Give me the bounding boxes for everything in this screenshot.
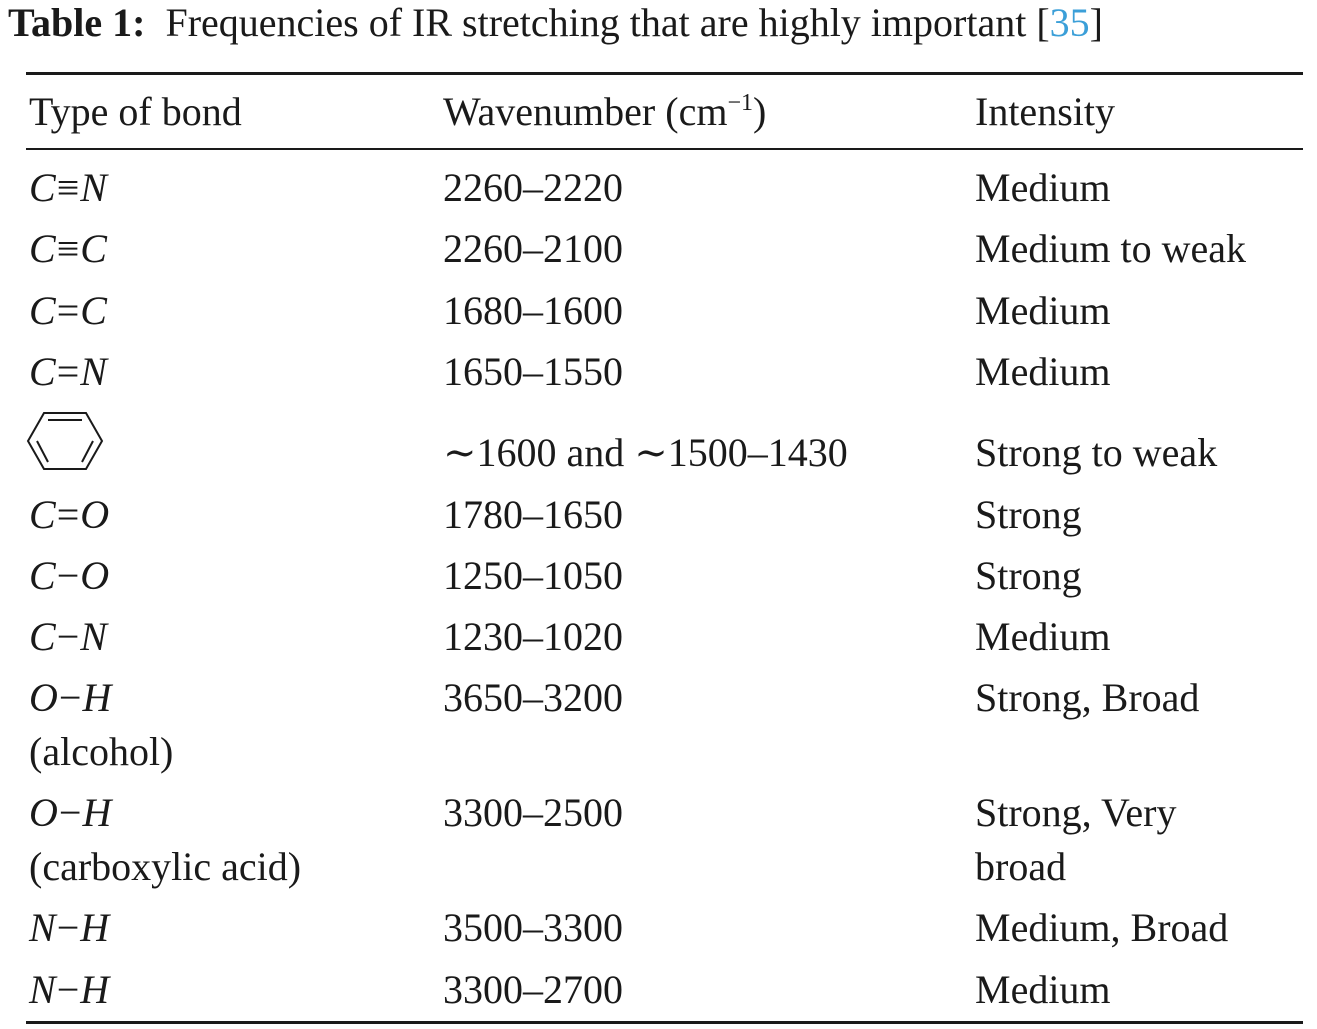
- bond-atom: C: [29, 492, 56, 537]
- bond-atom: N: [29, 967, 56, 1012]
- table-caption: [8, 0, 1103, 46]
- wavenumber-cell: 1230–1020: [443, 614, 623, 659]
- bond-atom: O: [80, 553, 110, 598]
- intensity-cell: Strong, Broad: [975, 675, 1200, 720]
- bond-note: (carboxylic acid): [29, 844, 302, 889]
- bond-symbol: −: [58, 790, 82, 835]
- bond-symbol: −: [56, 614, 80, 659]
- bond-atom: N: [80, 349, 107, 394]
- intensity-cell: Medium: [975, 288, 1111, 333]
- wavenumber-cell: ∼1600 and ∼1500–1430: [443, 430, 848, 475]
- bond-atom: C: [29, 553, 56, 598]
- bond-note: (alcohol): [29, 729, 174, 774]
- table-bottom-rule: [26, 1021, 1303, 1024]
- intensity-cell: Strong: [975, 492, 1082, 537]
- bond-atom: C: [29, 614, 56, 659]
- bond-symbol: −: [58, 675, 82, 720]
- bond-cell: [29, 964, 109, 1016]
- intensity-cell: Medium: [975, 967, 1111, 1012]
- wavenumber-cell: 1780–1650: [443, 492, 623, 537]
- intensity-cell: Medium: [975, 614, 1111, 659]
- bond-atom: H: [80, 967, 110, 1012]
- citation-link[interactable]: 35: [1049, 0, 1090, 45]
- header-wavenumber-text: Wavenumber (cm: [443, 89, 728, 134]
- bond-atom: N: [80, 165, 107, 210]
- intensity-cell: Medium: [975, 349, 1111, 394]
- caption-ref-open: [: [1036, 0, 1050, 45]
- wavenumber-cell: 3500–3300: [443, 905, 623, 950]
- bond-cell: [29, 489, 109, 541]
- bond-atom: N: [29, 905, 56, 950]
- bond-atom: H: [80, 905, 110, 950]
- caption-label: Table 1:: [8, 0, 146, 45]
- bond-atom: C: [29, 165, 56, 210]
- bond-atom: O: [29, 790, 58, 835]
- bond-cell: [29, 346, 107, 398]
- bond-atom: C: [29, 288, 56, 333]
- bond-atom: C: [29, 349, 56, 394]
- wavenumber-cell: 1650–1550: [443, 349, 623, 394]
- bond-symbol: −: [56, 967, 80, 1012]
- wavenumber-cell: 2260–2100: [443, 226, 623, 271]
- intensity-cell: Medium, Broad: [975, 905, 1229, 950]
- header-wavenumber-sup: −1: [727, 90, 753, 116]
- bond-symbol: =: [56, 349, 80, 394]
- header-type-of-bond: Type of bond: [29, 89, 242, 134]
- bond-cell: [29, 902, 109, 954]
- bond-atom: C: [80, 226, 107, 271]
- bond-cell: [29, 672, 111, 724]
- bond-atom: C: [29, 226, 56, 271]
- benzene-ring-icon: [26, 410, 104, 472]
- wavenumber-cell: 3650–3200: [443, 675, 623, 720]
- bond-atom: H: [82, 790, 112, 835]
- intensity-cell: Strong, Very: [975, 790, 1177, 835]
- intensity-cell: Medium: [975, 165, 1111, 210]
- bond-symbol: −: [56, 905, 80, 950]
- bond-symbol: =: [56, 288, 80, 333]
- bond-atom: C: [80, 288, 107, 333]
- bond-atom: O: [80, 492, 110, 537]
- intensity-cell-continued: broad: [975, 844, 1067, 889]
- caption-ref-close: ]: [1089, 0, 1103, 45]
- wavenumber-cell: 1250–1050: [443, 553, 623, 598]
- wavenumber-cell: 3300–2500: [443, 790, 623, 835]
- header-intensity: Intensity: [975, 89, 1115, 134]
- header-wavenumber: [443, 86, 766, 144]
- bond-symbol: ≡: [56, 165, 80, 210]
- bond-symbol: −: [56, 553, 80, 598]
- table-top-rule: [26, 72, 1303, 75]
- bond-cell: [29, 162, 107, 214]
- bond-symbol: ≡: [56, 226, 80, 271]
- table-header-rule: [26, 148, 1303, 150]
- bond-cell: [29, 611, 107, 663]
- caption-text: Frequencies of IR stretching that are highly important: [165, 0, 1027, 45]
- wavenumber-cell: 2260–2220: [443, 165, 623, 210]
- bond-symbol: =: [56, 492, 80, 537]
- intensity-cell: Strong: [975, 553, 1082, 598]
- bond-atom: N: [80, 614, 107, 659]
- intensity-cell: Strong to weak: [975, 430, 1218, 475]
- bond-cell: [29, 787, 111, 839]
- intensity-cell: Medium to weak: [975, 226, 1247, 271]
- bond-atom: H: [82, 675, 112, 720]
- bond-cell: [29, 223, 107, 275]
- bond-cell: [29, 550, 109, 602]
- wavenumber-cell: 1680–1600: [443, 288, 623, 333]
- wavenumber-cell: 3300–2700: [443, 967, 623, 1012]
- bond-cell: [29, 285, 107, 337]
- bond-atom: O: [29, 675, 58, 720]
- header-wavenumber-close: ): [752, 89, 767, 134]
